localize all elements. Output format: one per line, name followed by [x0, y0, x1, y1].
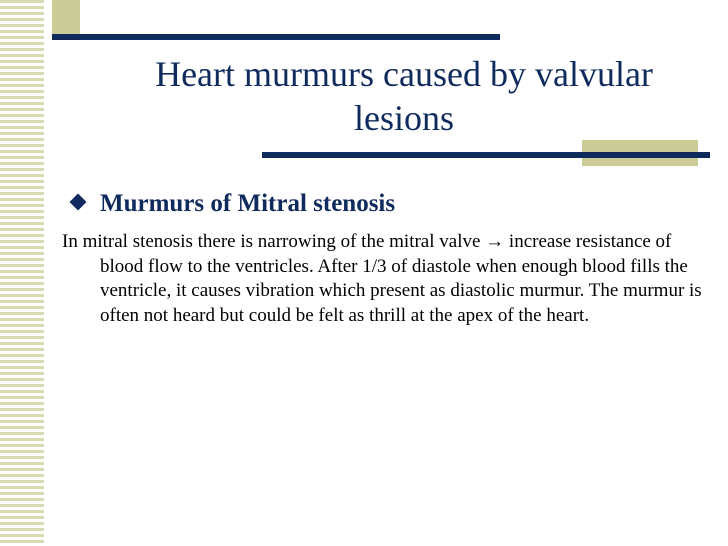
body-paragraph: In mitral stenosis there is narrowing of the mitral valve → increase resistance of blood flow to the ventricles. After 1/3 of diastole when enough blood fills the ventricle, it causes vibration which present as diastolic murmur. The murmur is often not heard but could be felt as thrill at the apex of the heart. — [62, 231, 702, 326]
slide-title: Heart murmurs caused by valvular lesions — [155, 54, 653, 138]
bullet-heading-text: Murmurs of Mitral stenosis — [100, 190, 396, 217]
title-bar-bottom — [262, 152, 710, 158]
bullet-heading — [72, 188, 395, 220]
diamond-bullet-icon — [70, 194, 87, 211]
title-bar-top — [52, 34, 500, 40]
decorative-stripes — [0, 0, 44, 546]
